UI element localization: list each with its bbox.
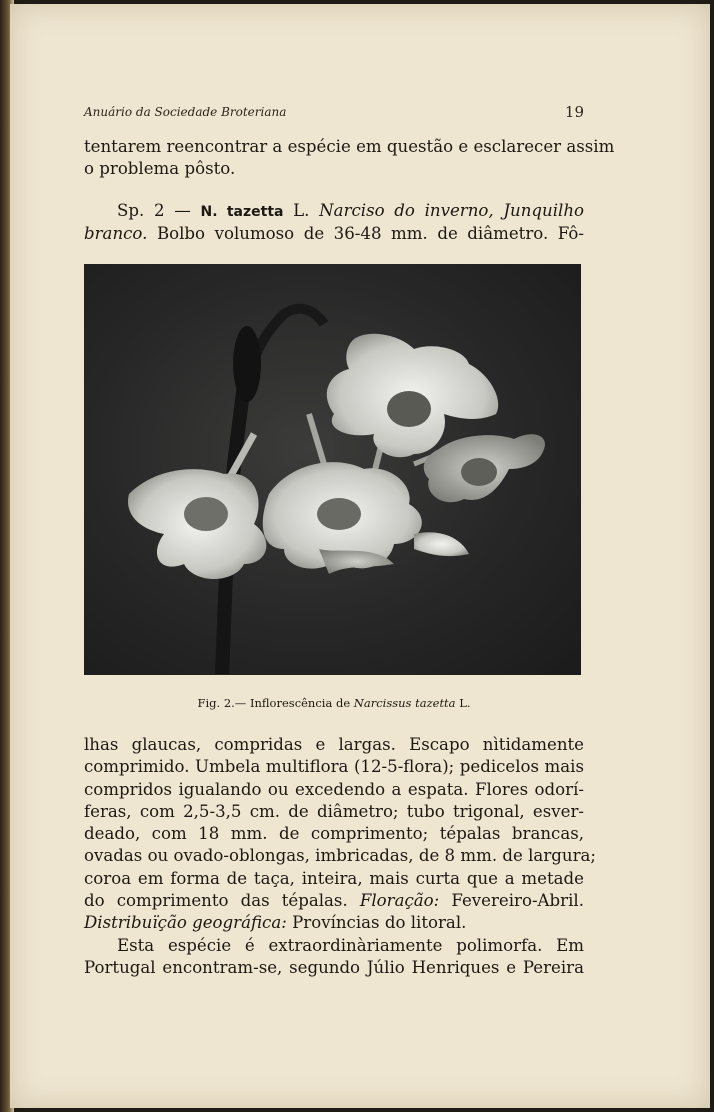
caption-taxon: Narcissus tazetta xyxy=(353,696,456,710)
species-entry xyxy=(84,200,584,245)
flower-left xyxy=(128,469,266,579)
flowering-line xyxy=(84,890,584,912)
text-line: ovadas ou ovado-oblongas, imbricadas, de 8 mm. de largura; xyxy=(84,846,596,866)
distribution-line xyxy=(84,912,584,934)
running-header xyxy=(84,105,584,125)
text-line: lhas glaucas, compridas e largas. Escapo nìtidamente xyxy=(84,735,584,754)
species-description-body xyxy=(84,734,596,979)
narcissus-photograph xyxy=(84,264,581,675)
text-fragment: do comprimento das tépalas. xyxy=(84,891,360,911)
figure-photo-narcissus xyxy=(84,264,581,675)
caption-prefix: Fig. 2.— Inflorescência de xyxy=(197,696,354,710)
caption-suffix: L. xyxy=(455,696,471,710)
text-line: comprimido. Umbela multiflora (12-5-flora); pedicelos mais xyxy=(84,757,584,777)
text-line: feras, com 2,5-3,5 cm. de diâmetro; tubo trigonal, esver- xyxy=(84,801,584,821)
species-name: N. tazetta xyxy=(200,204,284,220)
species-desc-line xyxy=(84,223,584,245)
text-line: Esta espécie é extraordinàriamente polimorfa. Em xyxy=(117,935,584,955)
figure-caption xyxy=(84,696,584,710)
common-names: Narciso do inverno, Junquilho xyxy=(319,201,585,220)
species-heading-line xyxy=(84,200,584,223)
distribution-label: Distribuïção geográfica: xyxy=(84,913,287,933)
common-names-cont: branco. xyxy=(84,224,148,243)
text-line: o problema pôsto. xyxy=(84,159,236,178)
distribution-value: Províncias do litoral. xyxy=(286,913,467,933)
bulb-description: Bolbo volumoso de 36-48 mm. de diâmetro. Fô- xyxy=(147,224,584,243)
text-line: compridos igualando ou excedendo a espata. Flores odorí- xyxy=(84,779,584,799)
text-line: Portugal encontram-se, segundo Júlio Henriques e Pereira xyxy=(84,957,584,977)
running-title: Anuário da Sociedade Broteriana xyxy=(84,105,287,119)
flower-right xyxy=(424,434,545,502)
flowering-value: Fevereiro-Abril. xyxy=(439,891,584,911)
species-author: L. xyxy=(283,201,320,220)
text-line: coroa em forma de taça, inteira, mais curta que a metade xyxy=(84,868,584,888)
flowering-label: Floração: xyxy=(359,891,440,911)
text-line: deado, com 18 mm. de comprimento; tépalas brancas, xyxy=(84,824,584,844)
page-number: 19 xyxy=(564,103,584,121)
text-line: tentarem reencontrar a espécie em questão e esclarecer assim xyxy=(84,137,615,156)
paragraph-continuation xyxy=(84,136,615,180)
species-number: Sp. 2 — xyxy=(117,201,201,220)
